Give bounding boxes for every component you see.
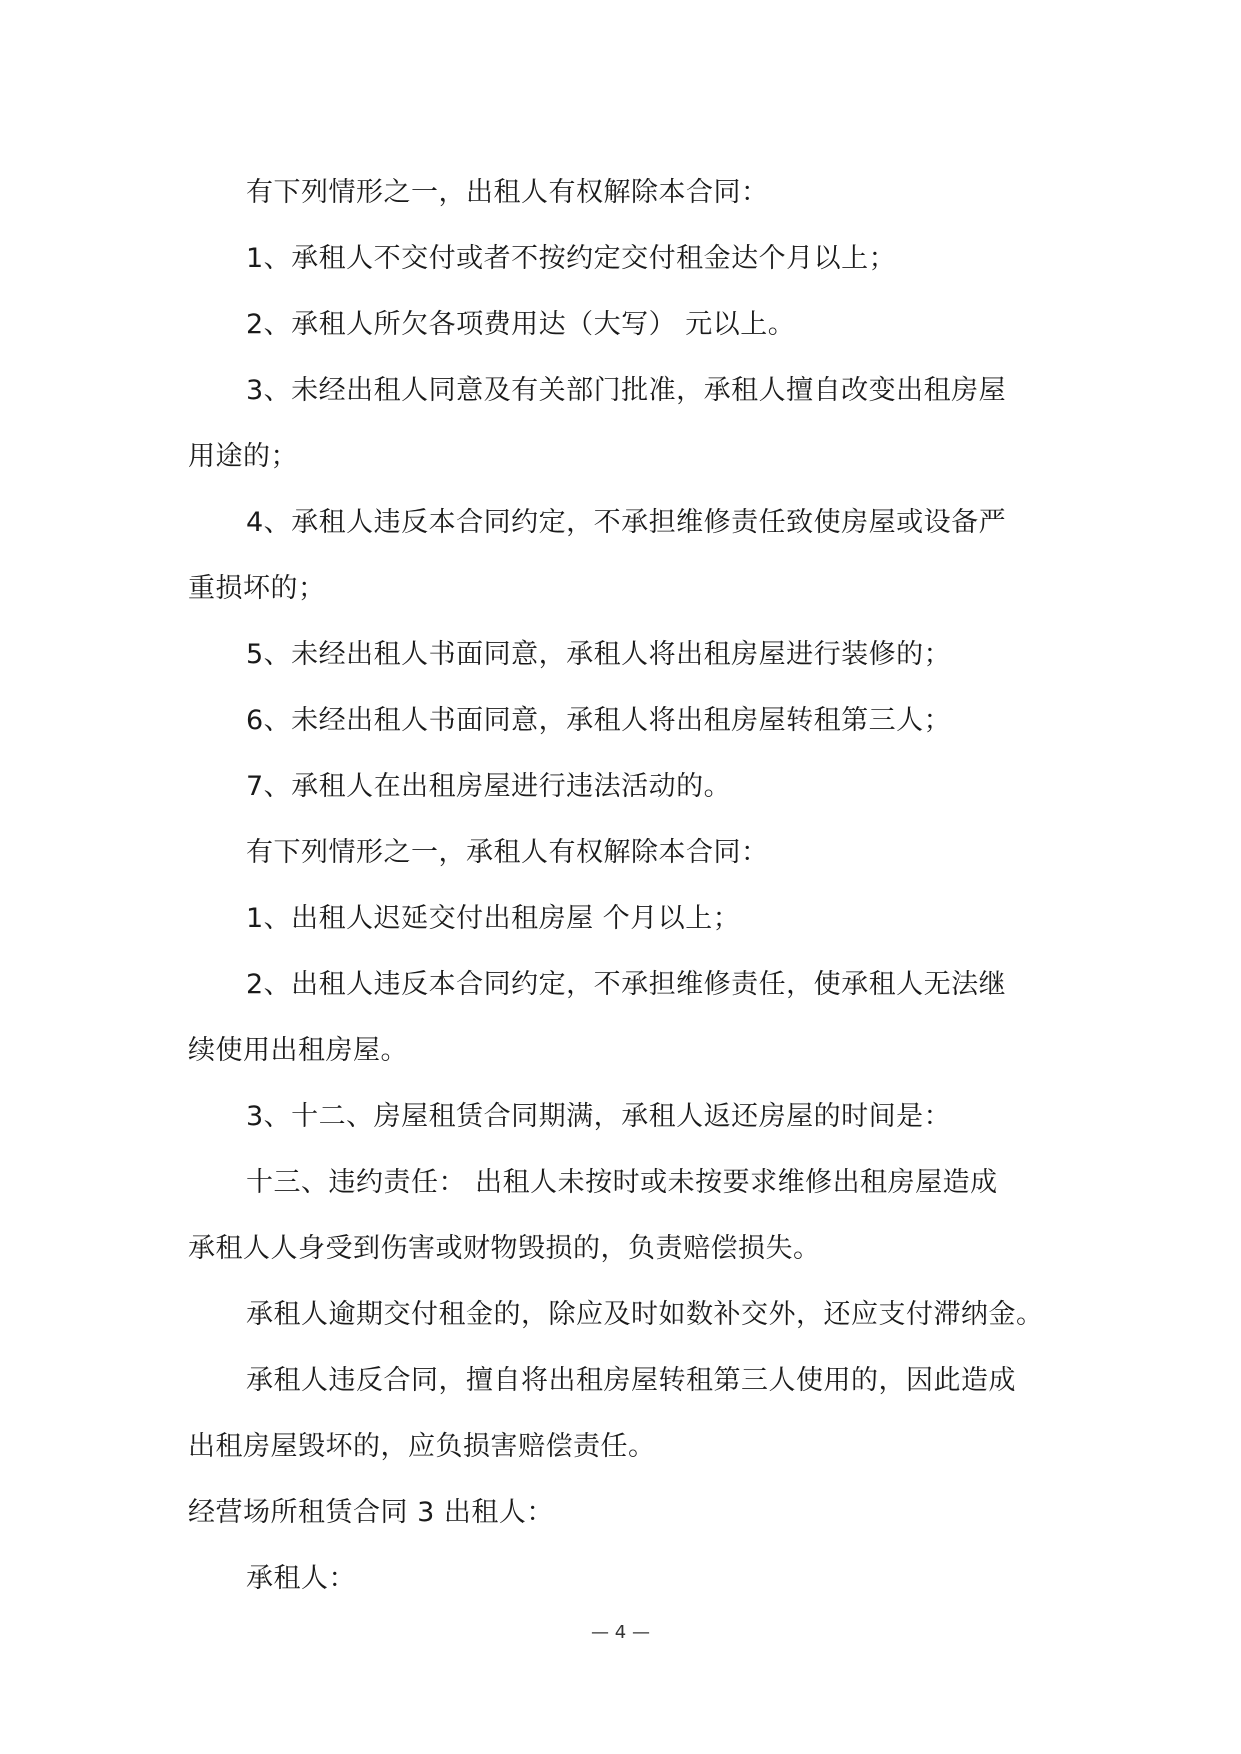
section-heading-line: 经营场所租赁合同 3 出租人： <box>188 1497 554 1528</box>
paragraph-line: 1、承租人不交付或者不按约定交付租金达个月以上； <box>246 243 897 274</box>
paragraph-line: 出租房屋毁坏的，应负损害赔偿责任。 <box>188 1431 656 1462</box>
paragraph-line: 4、承租人违反本合同约定，不承担维修责任致使房屋或设备严 <box>246 507 1007 538</box>
paragraph-line: 有下列情形之一，承租人有权解除本合同： <box>246 837 769 868</box>
page-number: — 4 — <box>591 1622 650 1643</box>
paragraph-line: 续使用出租房屋。 <box>188 1035 408 1066</box>
document-body <box>188 160 1058 1612</box>
paragraph-line: 7、承租人在出租房屋进行违法活动的。 <box>246 771 732 802</box>
paragraph-line: 承租人逾期交付租金的，除应及时如数补交外，还应支付滞纳金。 <box>246 1299 1044 1330</box>
paragraph-line: 承租人违反合同，擅自将出租房屋转租第三人使用的，因此造成 <box>246 1365 1016 1396</box>
paragraph-line: 十三、违约责任： 出租人未按时或未按要求维修出租房屋造成 <box>246 1167 998 1198</box>
paragraph-line: 2、出租人违反本合同约定，不承担维修责任，使承租人无法继 <box>246 969 1007 1000</box>
paragraph-line: 1、出租人迟延交付出租房屋 个月以上； <box>246 903 741 934</box>
paragraph-line: 有下列情形之一，出租人有权解除本合同： <box>246 177 769 208</box>
paragraph-line: 承租人： <box>246 1563 356 1594</box>
paragraph-line: 重损坏的； <box>188 573 326 604</box>
paragraph-line: 2、承租人所欠各项费用达（大写） 元以上。 <box>246 309 796 340</box>
paragraph-line: 6、未经出租人书面同意，承租人将出租房屋转租第三人； <box>246 705 952 736</box>
paragraph-line: 承租人人身受到伤害或财物毁损的，负责赔偿损失。 <box>188 1233 821 1264</box>
paragraph-line: 3、十二、房屋租赁合同期满，承租人返还房屋的时间是： <box>246 1101 952 1132</box>
paragraph-line: 3、未经出租人同意及有关部门批准，承租人擅自改变出租房屋 <box>246 375 1007 406</box>
paragraph-line: 5、未经出租人书面同意，承租人将出租房屋进行装修的； <box>246 639 952 670</box>
paragraph-line: 用途的； <box>188 441 298 472</box>
